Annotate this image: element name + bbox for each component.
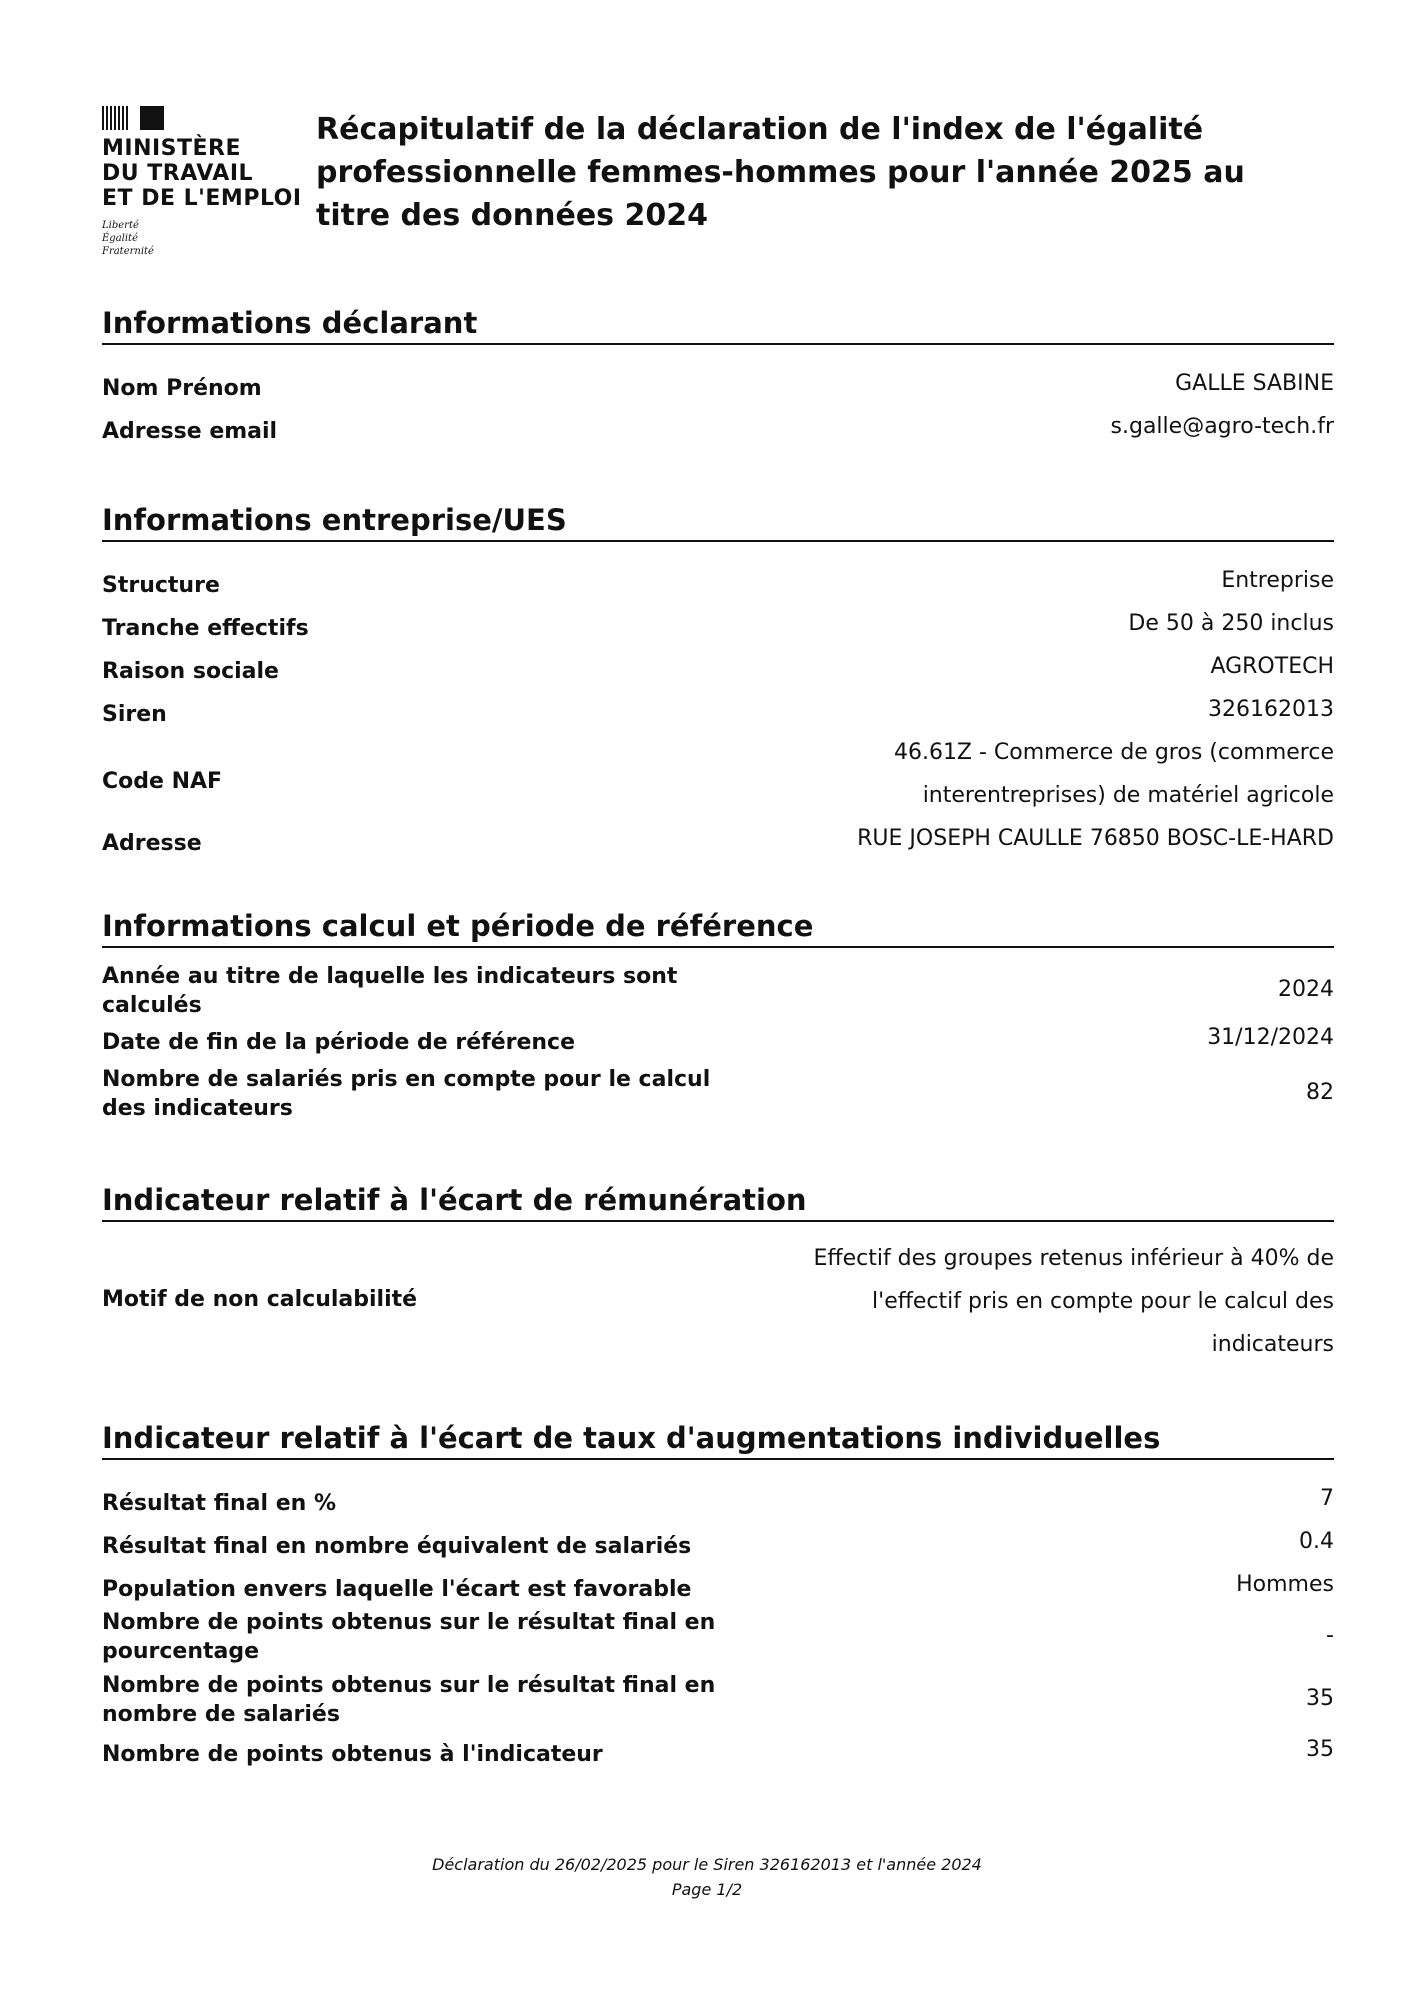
page-number: Page 1/2 [671,1880,743,1899]
field-value: 35 [1306,1737,1334,1762]
label-line-1: Nombre de points obtenus sur le résultat final en [102,1673,716,1698]
label-line-1: Nombre de salariés pris en compte pour le calcul [102,1067,711,1092]
field-value: Hommes [1236,1572,1334,1597]
republic-motto [102,219,302,258]
motif-value-line-3: indicateurs [1211,1332,1334,1357]
field-label: Structure [102,573,220,598]
ministry-line-2: DU TRAVAIL [102,161,254,186]
field-value: 82 [1306,1080,1334,1105]
label-line-2: nombre de salariés [102,1702,340,1727]
footer-declaration-line: Déclaration du 26/02/2025 pour le Siren 326162013 et l'année 2024 [432,1855,982,1874]
section-heading: Indicateur relatif à l'écart de taux d'augmentations individuelles [102,1420,1334,1460]
section-entreprise [102,502,1334,856]
section-remuneration [102,1182,1334,1357]
motto-egalite: Égalité [102,233,138,244]
field-label [102,1671,722,1729]
field-label: Résultat final en % [102,1491,336,1516]
ministry-name [102,136,302,211]
field-value: 326162013 [1208,697,1334,722]
field-label [102,1608,722,1666]
marianne-emblem-icon [102,106,302,130]
motif-value-line-2: l'effectif pris en compte pour le calcul des [872,1289,1334,1314]
section-heading: Indicateur relatif à l'écart de rémunération [102,1182,1334,1222]
section-augmentations [102,1420,1334,1767]
motif-value-line-1: Effectif des groupes retenus inférieur à 40% de [813,1246,1334,1271]
field-label: Adresse [102,831,202,856]
label-line-1: Nombre de points obtenus sur le résultat final en [102,1610,716,1635]
field-value: s.galle@agro-tech.fr [1110,414,1334,439]
field-label: Nom Prénom [102,376,262,401]
field-value: RUE JOSEPH CAULLE 76850 BOSC-LE-HARD [857,826,1334,851]
field-label [102,962,722,1020]
field-label: Code NAF [102,769,223,794]
ministry-logo [102,106,302,258]
motto-liberte: Liberté [102,220,139,231]
label-line-2: des indicateurs [102,1096,293,1121]
field-label: Siren [102,702,167,727]
ministry-line-3: ET DE L'EMPLOI [102,186,302,211]
ministry-line-1: MINISTÈRE [102,136,242,161]
section-declarant [102,305,1334,444]
label-line-2: calculés [102,993,202,1018]
field-value: AGROTECH [1210,654,1334,679]
field-label: Nombre de points obtenus à l'indicateur [102,1742,603,1767]
field-value: 35 [1306,1686,1334,1711]
field-value: Entreprise [1221,568,1334,593]
field-label: Tranche effectifs [102,616,309,641]
field-value: 31/12/2024 [1207,1025,1334,1050]
field-label: Résultat final en nombre équivalent de salariés [102,1534,692,1559]
field-value: De 50 à 250 inclus [1128,611,1334,636]
motto-fraternite: Fraternité [102,246,154,257]
field-value: 0.4 [1299,1529,1334,1554]
section-heading: Informations calcul et période de référence [102,908,1334,948]
naf-value-line-2: interentreprises) de matériel agricole [922,783,1334,808]
field-label [102,1065,722,1123]
field-label: Population envers laquelle l'écart est favorable [102,1577,692,1602]
field-label: Raison sociale [102,659,279,684]
section-heading: Informations entreprise/UES [102,502,1334,542]
field-value [774,731,1334,817]
label-line-1: Année au titre de laquelle les indicateurs sont [102,964,678,989]
naf-value-line-1: 46.61Z - Commerce de gros (commerce [893,740,1334,765]
field-value: - [1326,1623,1334,1648]
field-label: Motif de non calculabilité [102,1287,418,1312]
field-label: Adresse email [102,419,278,444]
field-value [774,1237,1334,1366]
section-heading: Informations déclarant [102,305,1334,345]
field-label: Date de fin de la période de référence [102,1030,576,1055]
document-title: Récapitulatif de la déclaration de l'index de l'égalité professionnelle femmes-hommes pour l'année 2025 au titre des données 2024 [316,112,1245,233]
label-line-2: pourcentage [102,1639,260,1664]
section-calcul [102,908,1334,1121]
field-value: 7 [1320,1486,1334,1511]
field-value: 2024 [1278,977,1334,1002]
page-footer [0,1852,1414,1902]
field-value: GALLE SABINE [1175,371,1334,396]
